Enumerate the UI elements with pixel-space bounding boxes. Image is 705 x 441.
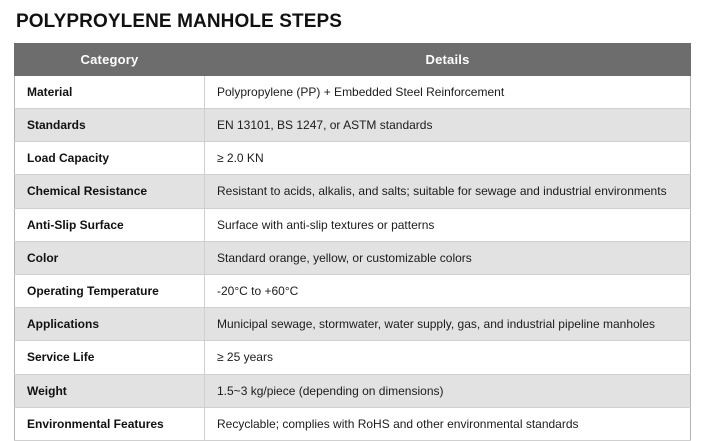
table-row <box>15 407 691 440</box>
table-row <box>15 374 691 407</box>
table-row <box>15 341 691 374</box>
cell-category: Load Capacity <box>15 142 205 175</box>
table-row <box>15 208 691 241</box>
cell-details: EN 13101, BS 1247, or ASTM standards <box>205 109 691 142</box>
cell-details: Municipal sewage, stormwater, water supply, gas, and industrial pipeline manholes <box>205 308 691 341</box>
table-row <box>15 275 691 308</box>
cell-details: -20°C to +60°C <box>205 275 691 308</box>
cell-category: Color <box>15 241 205 274</box>
table-body <box>15 75 691 440</box>
table-row <box>15 175 691 208</box>
table-row <box>15 241 691 274</box>
table-row <box>15 75 691 108</box>
column-header-details: Details <box>205 43 691 75</box>
table-row <box>15 308 691 341</box>
cell-details: Recyclable; complies with RoHS and other environmental standards <box>205 407 691 440</box>
table-header-row <box>15 43 691 75</box>
cell-details: Polypropylene (PP) + Embedded Steel Reinforcement <box>205 75 691 108</box>
page-title: POLYPROYLENE MANHOLE STEPS <box>16 11 343 32</box>
cell-details: ≥ 2.0 KN <box>205 142 691 175</box>
cell-details: 1.5~3 kg/piece (depending on dimensions) <box>205 374 691 407</box>
specifications-table <box>14 43 691 441</box>
cell-category: Standards <box>15 109 205 142</box>
cell-category: Environmental Features <box>15 407 205 440</box>
table-row <box>15 109 691 142</box>
cell-category: Weight <box>15 374 205 407</box>
table-header <box>15 43 691 75</box>
cell-category: Operating Temperature <box>15 275 205 308</box>
cell-category: Anti-Slip Surface <box>15 208 205 241</box>
cell-details: Resistant to acids, alkalis, and salts; suitable for sewage and industrial environments <box>205 175 691 208</box>
cell-details: ≥ 25 years <box>205 341 691 374</box>
column-header-category: Category <box>15 43 205 75</box>
cell-details: Standard orange, yellow, or customizable colors <box>205 241 691 274</box>
cell-details: Surface with anti-slip textures or patterns <box>205 208 691 241</box>
cell-category: Chemical Resistance <box>15 175 205 208</box>
cell-category: Service Life <box>15 341 205 374</box>
table-row <box>15 142 691 175</box>
cell-category: Applications <box>15 308 205 341</box>
cell-category: Material <box>15 75 205 108</box>
